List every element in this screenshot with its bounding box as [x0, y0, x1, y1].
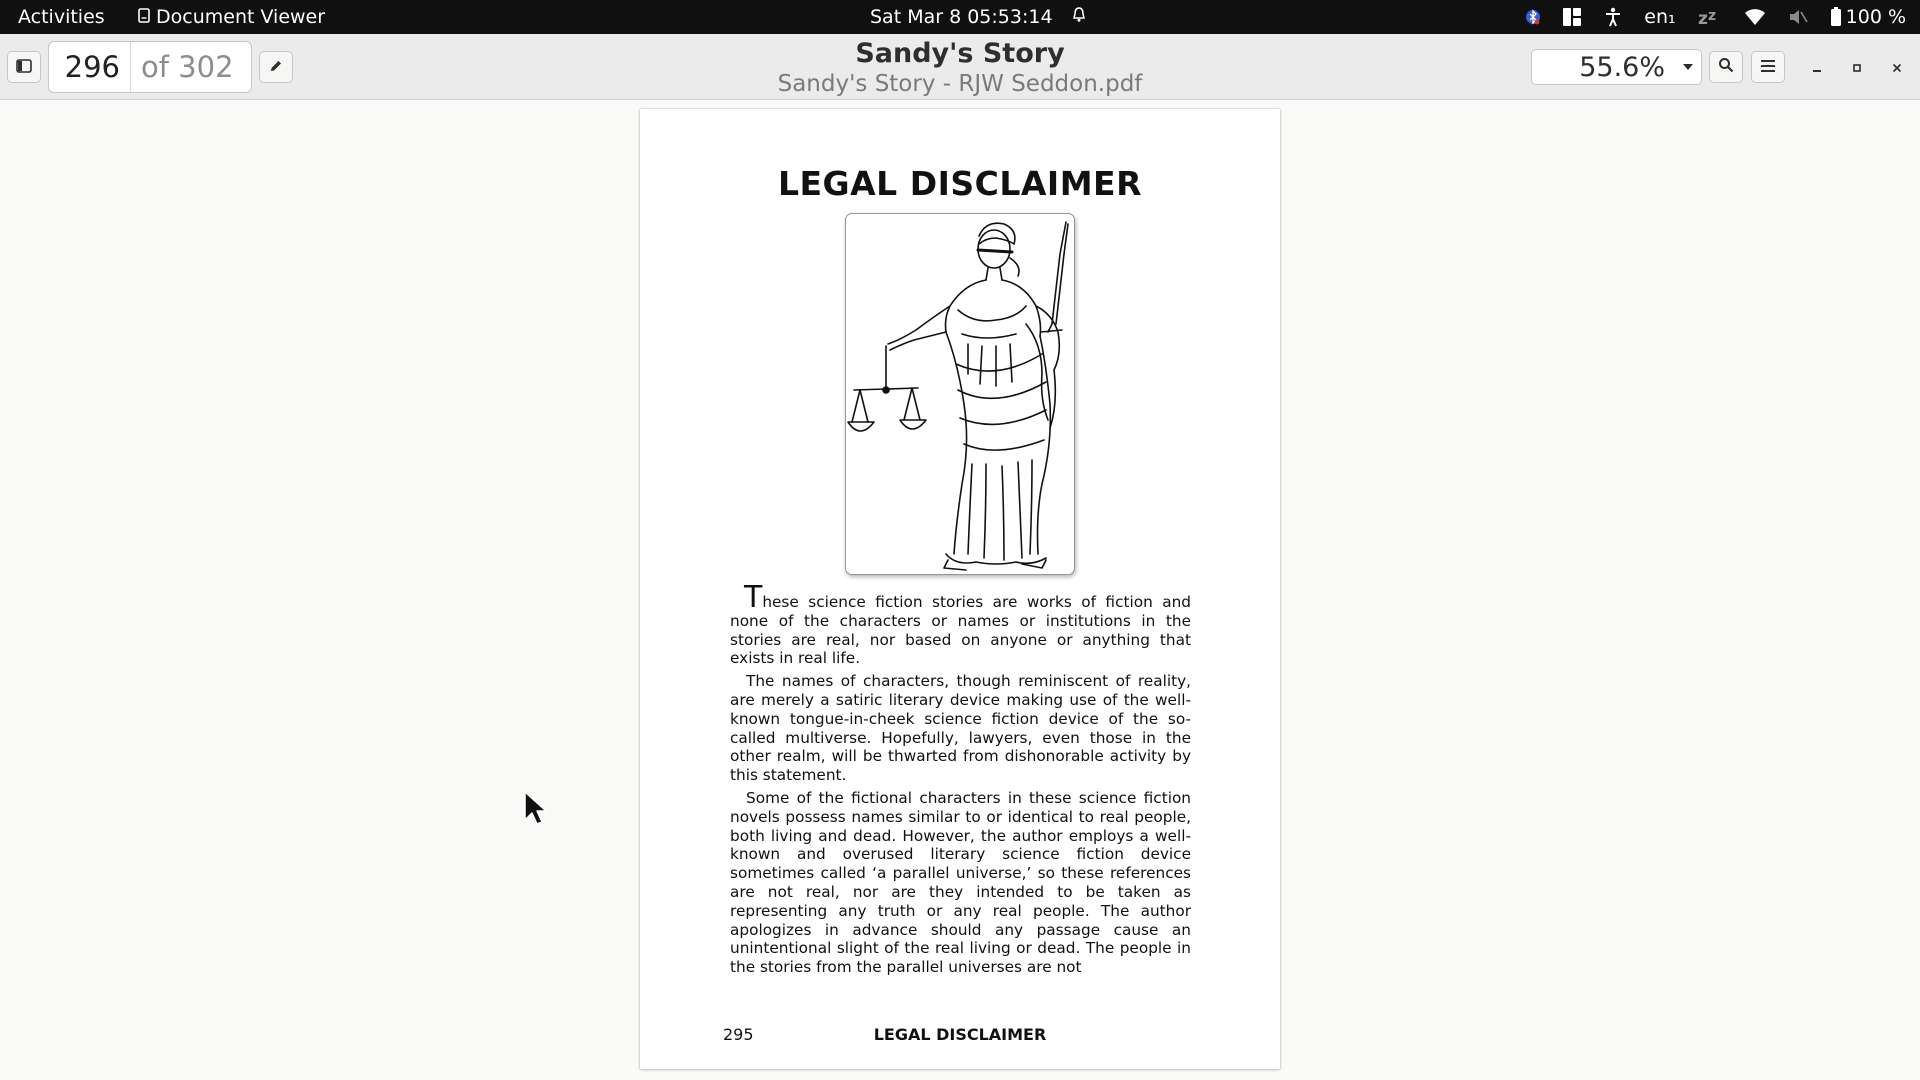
page-footer-number: 295: [723, 1025, 754, 1044]
paragraph: Some of the fictional characters in these science fiction novels possess names similar to or identical to real people, both living and dead. However, the author employs a well-known and overused literary science fiction device sometimes called ‘a parallel universe,’ so these references are not real, nor are they intended to be taken as representing any truth or any real people. The author apologizes in advance should any passage cause an unintentional slight of the real living or dead. The people in the stories from the parallel universes are not: [730, 788, 1191, 977]
maximize-button[interactable]: [1846, 56, 1868, 78]
zoom-selector[interactable]: [1531, 49, 1702, 85]
document-filename: Sandy's Story - RJW Seddon.pdf: [777, 71, 1143, 97]
svg-text:z: z: [1697, 9, 1708, 27]
main-menu-button[interactable]: [1751, 51, 1785, 83]
close-button[interactable]: [1886, 56, 1908, 78]
paragraph: [730, 580, 1191, 668]
clock-menu[interactable]: [870, 6, 1087, 28]
hamburger-menu-icon: [1760, 58, 1776, 77]
volume-muted-icon[interactable]: [1788, 8, 1808, 26]
battery-status[interactable]: [1830, 6, 1906, 28]
paragraph: The names of characters, though reminiscent of reality, are merely a satiric literary device making use of the well-known tongue-in-cheek science fiction device of the so-called multiverse. Hopefully, lawyers, even those in the other realm, will be thwarted from dishonorable activity by this statement.: [730, 672, 1191, 785]
document-title: Sandy's Story: [855, 38, 1065, 69]
sidebar-toggle-button[interactable]: [7, 51, 41, 83]
system-top-bar: [0, 0, 1920, 34]
page-heading: LEGAL DISCLAIMER: [777, 164, 1142, 203]
document-page: [640, 109, 1280, 1069]
accessibility-icon[interactable]: [1604, 7, 1622, 27]
bluetooth-icon[interactable]: [1526, 7, 1540, 27]
page-footer-title: LEGAL DISCLAIMER: [873, 1025, 1047, 1044]
sidebar-toggle-icon: [16, 58, 32, 77]
activities-button[interactable]: Activities: [18, 6, 105, 28]
paragraph-text: hese science fiction stories are works of fiction and none of the characters or names or institutions in the stories are real, nor based on anyone or anything that exists in real life.: [730, 593, 1191, 668]
mouse-pointer: [523, 790, 547, 830]
layout-icon[interactable]: [1562, 7, 1582, 27]
app-menu[interactable]: [138, 6, 325, 28]
page-total-label: of 302: [141, 50, 234, 84]
alarm-icon: [1071, 6, 1087, 28]
maximize-icon: [1852, 58, 1862, 77]
clock-text: Sat Mar 8 05:53:14: [870, 6, 1053, 28]
annotate-button[interactable]: [259, 51, 293, 83]
search-icon: [1718, 57, 1734, 77]
svg-text:z: z: [1707, 8, 1716, 24]
document-icon: [138, 6, 150, 28]
sleep-icon[interactable]: [1698, 7, 1722, 27]
minimize-icon: [1812, 58, 1822, 77]
zoom-level: 55.6%: [1579, 51, 1665, 83]
body-text: [730, 580, 1191, 981]
document-header-bar: [0, 34, 1920, 100]
close-icon: [1892, 58, 1902, 77]
minimize-button[interactable]: [1806, 56, 1828, 78]
page-number-field[interactable]: [48, 41, 252, 93]
system-tray[interactable]: [1526, 5, 1906, 29]
wifi-icon[interactable]: [1744, 8, 1766, 26]
zoom-dropdown-icon: [1675, 63, 1701, 71]
app-name: Document Viewer: [156, 6, 326, 28]
drop-cap: T: [744, 580, 763, 615]
keyboard-layout[interactable]: en₁: [1644, 6, 1676, 28]
document-view[interactable]: [0, 100, 1920, 1080]
lady-justice-illustration: [845, 213, 1075, 575]
search-button[interactable]: [1709, 51, 1743, 83]
battery-icon: [1830, 7, 1842, 27]
current-page-input[interactable]: 296: [49, 42, 131, 92]
edit-pencil-icon: [269, 58, 283, 77]
battery-percentage: 100 %: [1845, 6, 1906, 28]
